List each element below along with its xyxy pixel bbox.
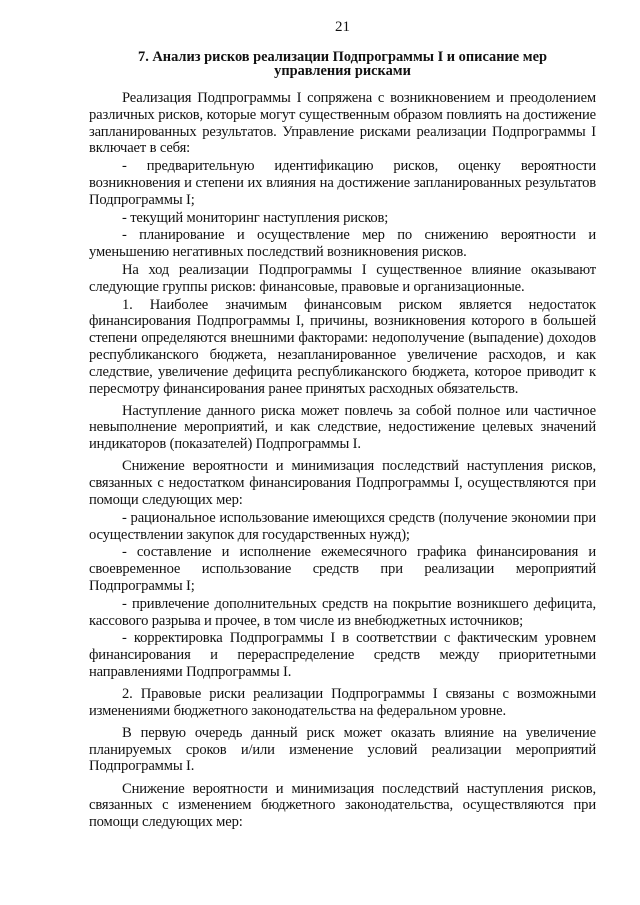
paragraph-financial-measures: Снижение вероятности и минимизация последствий наступления рисков, связанных с недостатком финансирования Подпрограммы I, осуществляются при помощи следующих мер:: [89, 458, 596, 508]
paragraph-legal-measures: Снижение вероятности и минимизация последствий наступления рисков, связанных с изменением бюджетного законодательства, осуществляются при помощи следующих мер:: [89, 780, 596, 831]
list-item-adjustment: - корректировка Подпрограммы I в соответствии с фактическим уровнем финансирования и перераспределение средств между приоритетными направлениями Подпрограммы I.: [89, 630, 596, 680]
section-heading-line-2: управления рисками: [274, 63, 411, 79]
list-item-planning: - планирование и осуществление мер по снижению вероятности и уменьшению негативных последствий возникновения рисков.: [89, 227, 596, 261]
paragraph-intro: Реализация Подпрограммы I сопряжена с возникновением и преодолением различных рисков, которые могут существенным образом повлиять на достижение запланированных результатов. Управление рисками реализации Подпрограммы I включает в себя:: [89, 90, 596, 157]
paragraph-legal-impact: В первую очередь данный риск может оказать влияние на увеличение планируемых сроков и/или изменение условий реализации мероприятий Подпрограммы I.: [89, 724, 596, 775]
paragraph-risk-groups: На ход реализации Подпрограммы I существенное влияние оказывают следующие группы рисков: финансовые, правовые и организационные.: [89, 261, 596, 295]
page-number: 21: [335, 19, 350, 35]
section-heading-line-1: 7. Анализ рисков реализации Подпрограммы I и описание мер: [138, 49, 547, 65]
section-heading: [89, 50, 596, 78]
list-item-additional-funds: - привлечение дополнительных средств на покрытие возникшего дефицита, кассового разрыва и прочее, в том числе из внебюджетных источников;: [89, 595, 596, 629]
paragraph-financial-risk: 1. Наиболее значимым финансовым риском является недостаток финансирования Подпрограммы I, причины, возникновения которого в большей степени определяются внешними факторами: недополучение (выпадение) доходов республиканского бюджета, незапланированное увеличение расходов, и как следствие, увеличение дефицита республиканского бюджета, которое приводит к пересмотру финансирования ранее принятых расходных обязательств.: [89, 296, 596, 397]
document-page: [89, 18, 596, 831]
list-item-monitoring: - текущий мониторинг наступления рисков;: [122, 209, 389, 226]
list-item-rational-use: - рациональное использование имеющихся средств (получение экономии при осуществлении закупок для государственных нужд);: [89, 509, 596, 543]
paragraph-legal-risk: 2. Правовые риски реализации Подпрограммы I связаны с возможными изменениями бюджетного законодательства на федеральном уровне.: [89, 685, 596, 719]
list-item-schedule: - составление и исполнение ежемесячного графика финансирования и своевременное использование средств при реализации мероприятий Подпрограммы I;: [89, 544, 596, 594]
paragraph-risk-consequences: Наступление данного риска может повлечь за собой полное или частичное невыполнение мероприятий, и как следствие, недостижение целевых значений индикаторов (показателей) Подпрограммы I.: [89, 402, 596, 453]
list-item-identification: - предварительную идентификацию рисков, оценку вероятности возникновения и степени их влияния на достижение запланированных результатов Подпрограммы I;: [89, 158, 596, 208]
